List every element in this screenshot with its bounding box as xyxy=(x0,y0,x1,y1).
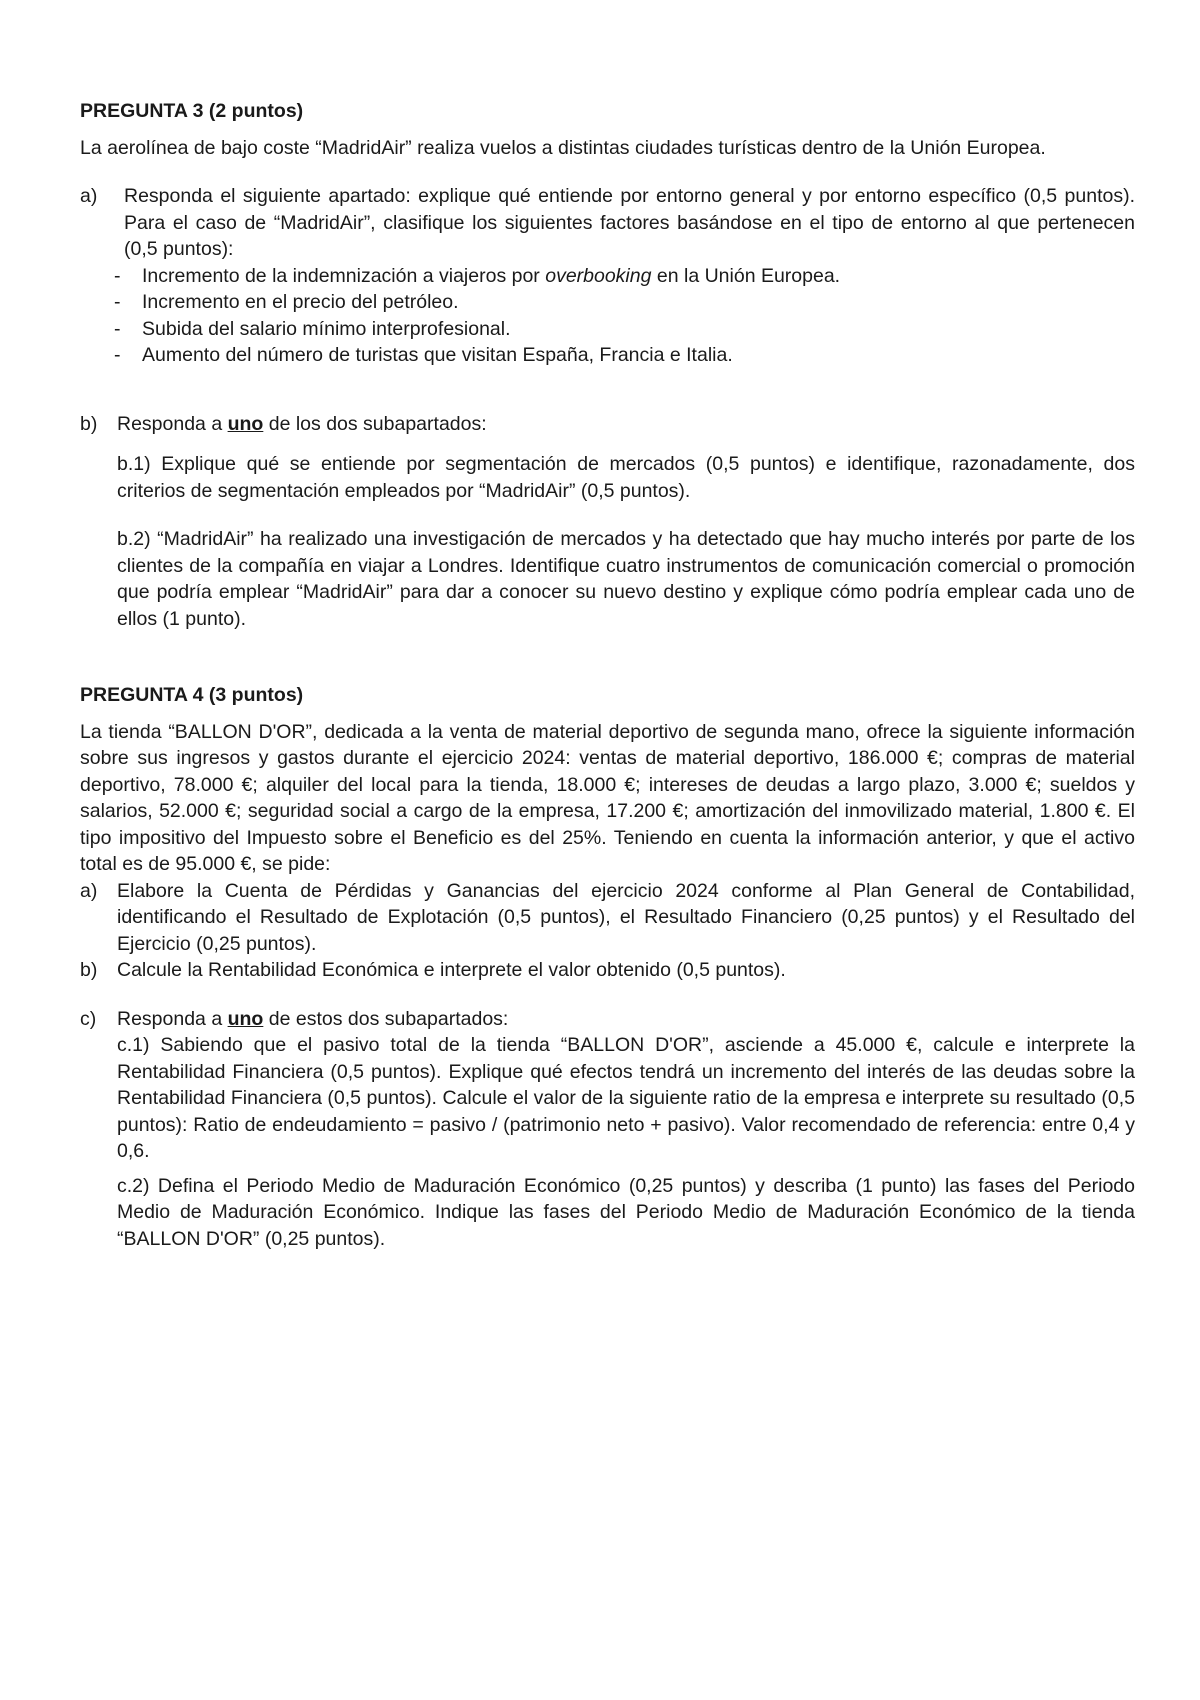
part-b-uno: uno xyxy=(227,412,264,435)
bullet-dash: - xyxy=(114,291,121,313)
part-b-text: Responda a xyxy=(117,412,228,435)
part-b-marker: b) xyxy=(80,959,98,981)
question-4-part-c xyxy=(80,1006,1135,1253)
list-item xyxy=(114,289,1135,316)
part-a-text: Elabore la Cuenta de Pérdidas y Ganancias del ejercicio 2024 conforme al Plan General de Contabilidad, identificando el Resultado de Explotación (0,5 puntos), el Resultado Financiero (0,25 puntos) y el Resultado del Ejercicio (0,25 puntos). xyxy=(117,879,1135,955)
part-c-uno: uno xyxy=(227,1007,264,1030)
bullet-dash: - xyxy=(114,317,121,340)
list-item-emphasis: overbooking xyxy=(545,264,652,287)
part-c-text: Responda a xyxy=(117,1007,228,1030)
part-a-marker: a) xyxy=(80,185,98,207)
factor-list xyxy=(80,263,1135,369)
question-3-part-b xyxy=(80,411,1135,438)
list-item-text: Incremento en el precio del petróleo. xyxy=(142,291,459,313)
part-a-marker: a) xyxy=(80,879,98,902)
list-item xyxy=(114,263,1135,290)
question-3-title: PREGUNTA 3 (2 puntos) xyxy=(80,100,304,122)
subpart-c1: c.1) Sabiendo que el pasivo total de la tienda “BALLON D'OR”, asciende a 45.000 €, calcule e interprete la Rentabilidad Financiera (0,5 puntos). Explique qué efectos tendrá un incremento del interés de las deudas sobre la Rentabilidad Financiera (0,5 puntos). Calcule el valor de la siguiente ratio de la empresa e interprete su resultado (0,5 puntos): Ratio de endeudamiento = pasivo / (patrimonio neto + pasivo). Valor recomendado de referencia: entre 0,4 y 0,6. xyxy=(117,1034,1135,1162)
part-c-marker: c) xyxy=(80,1007,97,1030)
question-4-part-b xyxy=(80,957,1135,984)
question-4 xyxy=(80,682,1135,1252)
part-b-marker: b) xyxy=(80,412,98,435)
question-3 xyxy=(80,98,1135,632)
bullet-dash: - xyxy=(114,344,121,366)
list-item xyxy=(114,316,1135,343)
question-3-part-a xyxy=(80,183,1135,263)
question-3-intro: La aerolínea de bajo coste “MadridAir” realiza vuelos a distintas ciudades turísticas dentro de la Unión Europea. xyxy=(80,136,1046,159)
part-b-text: de los dos subapartados: xyxy=(263,412,487,435)
list-item-text: Aumento del número de turistas que visitan España, Francia e Italia. xyxy=(142,344,733,366)
question-4-intro: La tienda “BALLON D'OR”, dedicada a la venta de material deportivo de segunda mano, ofrece la siguiente información sobre sus ingresos y gastos durante el ejercicio 2024: ventas de material deportivo, 186.000 €; compras de material deportivo, 78.000 €; alquiler del local para la tienda, 18.000 €; intereses de deudas a largo plazo, 3.000 €; sueldos y salarios, 52.000 €; seguridad social a cargo de la empresa, 17.200 €; amortización del inmovilizado material, 1.800 €. El tipo impositivo del Impuesto sobre el Beneficio es del 25%. Teniendo en cuenta la información anterior, y que el activo total es de 95.000 €, se pide: xyxy=(80,720,1135,875)
part-c-text: de estos dos subapartados: xyxy=(263,1007,509,1030)
list-item xyxy=(114,342,1135,369)
subpart-b2: b.2) “MadridAir” ha realizado una investigación de mercados y ha detectado que hay mucho interés por parte de los clientes de la compañía en viajar a Londres. Identifique cuatro instrumentos de comunicación comercial o promoción que podría emplear “MadridAir” para dar a conocer su nuevo destino y explique cómo podría emplear cada uno de ellos (1 punto). xyxy=(117,528,1135,630)
subpart-b1: b.1) Explique qué se entiende por segmentación de mercados (0,5 puntos) e identifique, razonadamente, dos criterios de segmentación empleados por “MadridAir” (0,5 puntos). xyxy=(117,453,1135,502)
part-b-text: Calcule la Rentabilidad Económica e interprete el valor obtenido (0,5 puntos). xyxy=(117,959,786,981)
list-item-text: en la Unión Europea. xyxy=(651,264,841,287)
list-item-text: Subida del salario mínimo interprofesional. xyxy=(142,317,511,340)
part-a-text: Responda el siguiente apartado: explique qué entiende por entorno general y por entorno específico (0,5 puntos). Para el caso de “MadridAir”, clasifique los siguientes factores basándose en el tipo de entorno al que pertenecen (0,5 puntos): xyxy=(124,185,1135,260)
question-4-part-a xyxy=(80,878,1135,958)
list-item-text: Incremento de la indemnización a viajeros por xyxy=(142,264,546,287)
subpart-c2: c.2) Defina el Periodo Medio de Maduración Económico (0,25 puntos) y describa (1 punto) las fases del Periodo Medio de Maduración Económico. Indique las fases del Periodo Medio de Maduración Económico de la tienda “BALLON D'OR” (0,25 puntos). xyxy=(117,1174,1135,1250)
bullet-dash: - xyxy=(114,264,121,287)
question-4-title: PREGUNTA 4 (3 puntos) xyxy=(80,684,304,706)
